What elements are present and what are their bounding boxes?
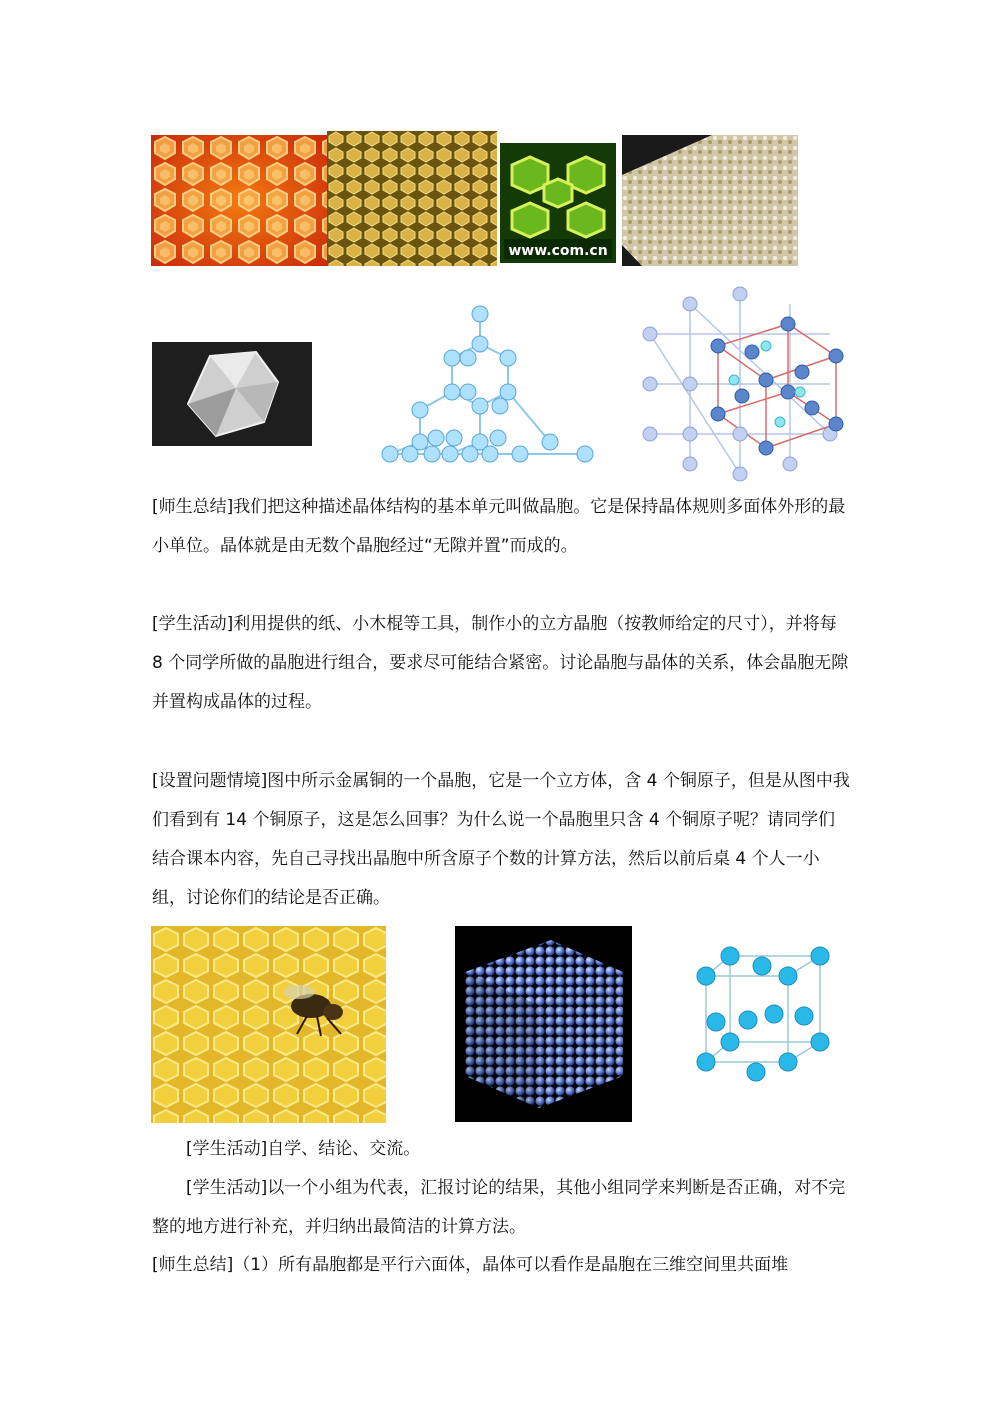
crystal-photo-yellow — [327, 131, 497, 266]
crystal-photo-pile — [622, 135, 798, 266]
paragraph-student-activity-3: [学生活动]以一个小组为代表，汇报讨论的结果，其他小组同学来判断是否正确，对不完整的地方进行补充，并归纳出最简洁的计算方法。 — [152, 1178, 846, 1237]
paragraph-teacher-summary-1: [师生总结]我们把这种描述晶体结构的基本单元叫做晶胞。它是保持晶体规则多面体外形的最小单位。晶体就是由无数个晶胞经过“无隙并置”而成的。 — [152, 497, 846, 556]
crystal-photo-green — [500, 143, 616, 263]
paragraph-teacher-summary-2: [师生总结]（1）所有晶胞都是平行六面体，晶体可以看作是晶胞在三维空间里共面堆 — [152, 1255, 789, 1275]
watermark-text: www.com.cn — [508, 243, 608, 259]
diamond-photo — [152, 342, 312, 446]
sphere-cube-photo — [455, 926, 632, 1122]
paragraph-problem-scenario: [设置问题情境]图中所示金属铜的一个晶胞，它是一个立方体，含 4 个铜原子，但是从图中我们看到有 14 个铜原子，这是怎么回事？为什么说一个晶胞里只含 4 个铜原子呢？请同学们结合课本内容，先自己寻找出晶胞中所含原子个数的计算方法，然后以前后桌 4 个人一小组，讨论你们的结论是否正确。 — [152, 771, 850, 908]
crystal-lattice-diagram — [630, 284, 850, 484]
honeycomb-bee-photo — [151, 926, 386, 1123]
fcc-unit-cell-diagram — [688, 942, 834, 1100]
paragraph-student-activity-2: [学生活动]自学、结论、交流。 — [186, 1139, 421, 1159]
crystal-photo-red — [151, 135, 327, 266]
diamond-structure-diagram — [380, 300, 595, 468]
paragraph-student-activity-1: [学生活动]利用提供的纸、小木棍等工具，制作小的立方晶胞（按教师给定的尺寸），并将每 8 个同学所做的晶胞进行组合，要求尽可能结合紧密。讨论晶胞与晶体的关系，体会晶胞无隙并置构成晶体的过程。 — [152, 614, 849, 712]
